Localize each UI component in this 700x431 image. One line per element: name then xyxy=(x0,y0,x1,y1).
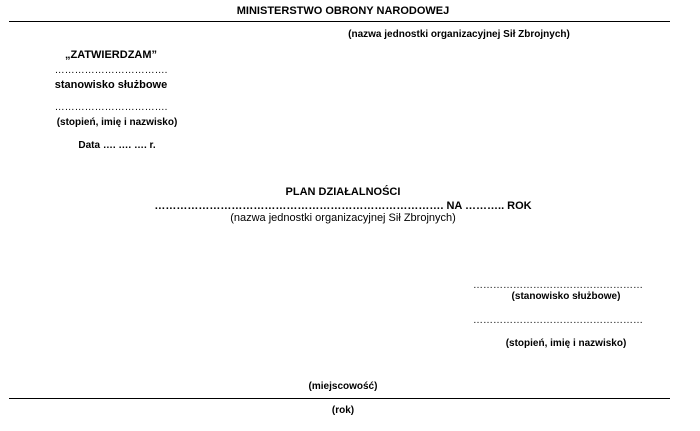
footer-rule xyxy=(9,398,670,399)
approval-name-label: (stopień, imię i nazwisko) xyxy=(56,117,178,128)
header-rule xyxy=(9,21,670,22)
ministry-title: MINISTERSTWO OBRONY NARODOWEJ xyxy=(236,5,450,17)
approval-name-dots: ……………………………. xyxy=(54,102,168,113)
approval-position-dots: ……………………………. xyxy=(54,65,168,76)
signature-position-label: (stanowisko służbowe) xyxy=(511,291,621,302)
signature-name-label: (stopień, imię i nazwisko) xyxy=(505,338,627,349)
plan-unit-year-line: ……………………………………………………………………. NA ……….. ROK xyxy=(154,200,532,212)
plan-unit-caption: (nazwa jednostki organizacyjnej Sił Zbrojnych) xyxy=(230,212,456,224)
approval-position-label: stanowisko służbowe xyxy=(54,79,168,91)
signature-position-dots: …………………………………………… xyxy=(473,280,643,291)
plan-title: PLAN DZIAŁALNOŚCI xyxy=(285,186,401,198)
approval-date: Data …. …. …. r. xyxy=(78,140,156,151)
approval-title: „ZATWIERDZAM” xyxy=(64,49,158,61)
signature-name-dots: …………………………………………… xyxy=(473,315,643,326)
unit-name-caption: (nazwa jednostki organizacyjnej Sił Zbrojnych) xyxy=(348,29,570,40)
year-label: (rok) xyxy=(331,405,355,416)
place-label: (miejscowość) xyxy=(308,381,378,392)
